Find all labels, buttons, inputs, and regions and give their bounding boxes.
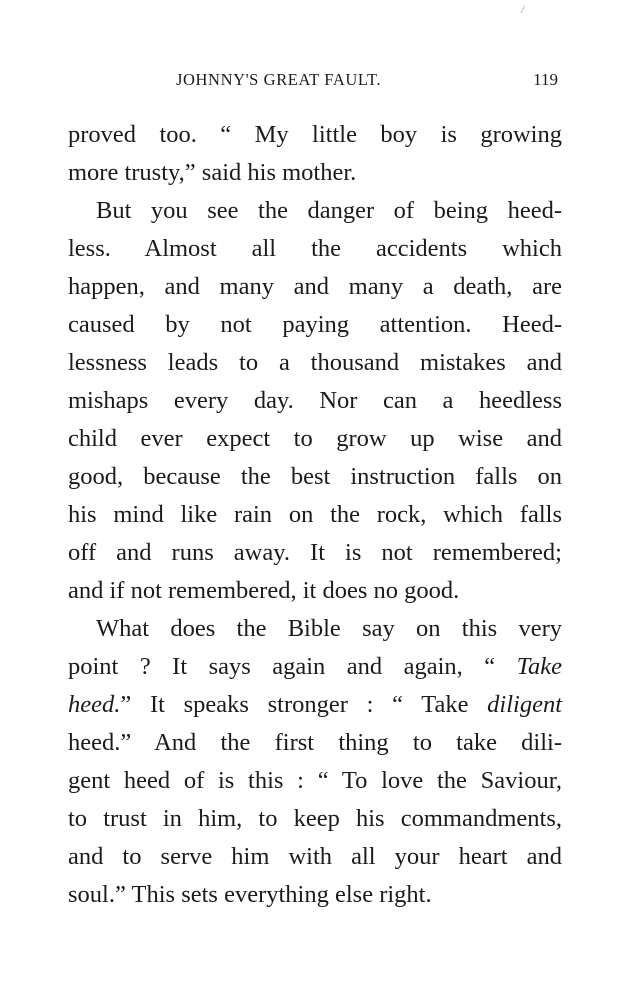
running-head [68, 70, 562, 94]
body-text [68, 116, 562, 914]
italic-text: diligent [487, 691, 563, 718]
text-line: mishaps every day. Nor can a heedless [68, 387, 562, 414]
text-segment: It speaks stronger : “ Take [149, 691, 469, 718]
text-line: point ? It says again and again, “ Take [68, 653, 562, 680]
text-line: good, because the best instruction falls on [68, 463, 562, 490]
text-line: child ever expect to grow up wise and [68, 425, 562, 452]
text-line: and if not remembered, it does no good. [68, 577, 460, 604]
margin-mark: / [521, 2, 525, 16]
italic-text: Take [516, 653, 562, 680]
text-line: to trust in him, to keep his commandments, [68, 805, 562, 832]
italic-text: heed. [68, 691, 121, 718]
text-line: and to serve him with all your heart and [68, 843, 562, 870]
text-line: What does the Bible say on this very [96, 615, 562, 642]
text-line: proved too. “ My little boy is growing [68, 121, 562, 148]
text-line: lessness leads to a thousand mistakes and [68, 349, 562, 376]
text-line: heed.” It speaks stronger : “ Take diligent [68, 691, 563, 718]
text-line: But you see the danger of being heed- [96, 197, 562, 224]
page-number: 119 [533, 70, 558, 89]
text-line: more trusty,” said his mother. [68, 159, 357, 186]
running-title: JOHNNY'S GREAT FAULT. [176, 70, 382, 89]
text-line: heed.” And the first thing to take dili- [68, 729, 562, 756]
text-line: off and runs away. It is not remembered; [68, 539, 562, 566]
text-line: gent heed of is this : “ To love the Saviour, [68, 767, 562, 794]
text-line: caused by not paying attention. Heed- [68, 311, 562, 338]
text-segment: point ? It says again and again, [68, 653, 463, 680]
text-line: his mind like rain on the rock, which falls [68, 501, 562, 528]
text-line: happen, and many and many a death, are [68, 273, 562, 300]
text-line: soul.” This sets everything else right. [68, 881, 432, 908]
text-line: less. Almost all the accidents which [68, 235, 562, 262]
